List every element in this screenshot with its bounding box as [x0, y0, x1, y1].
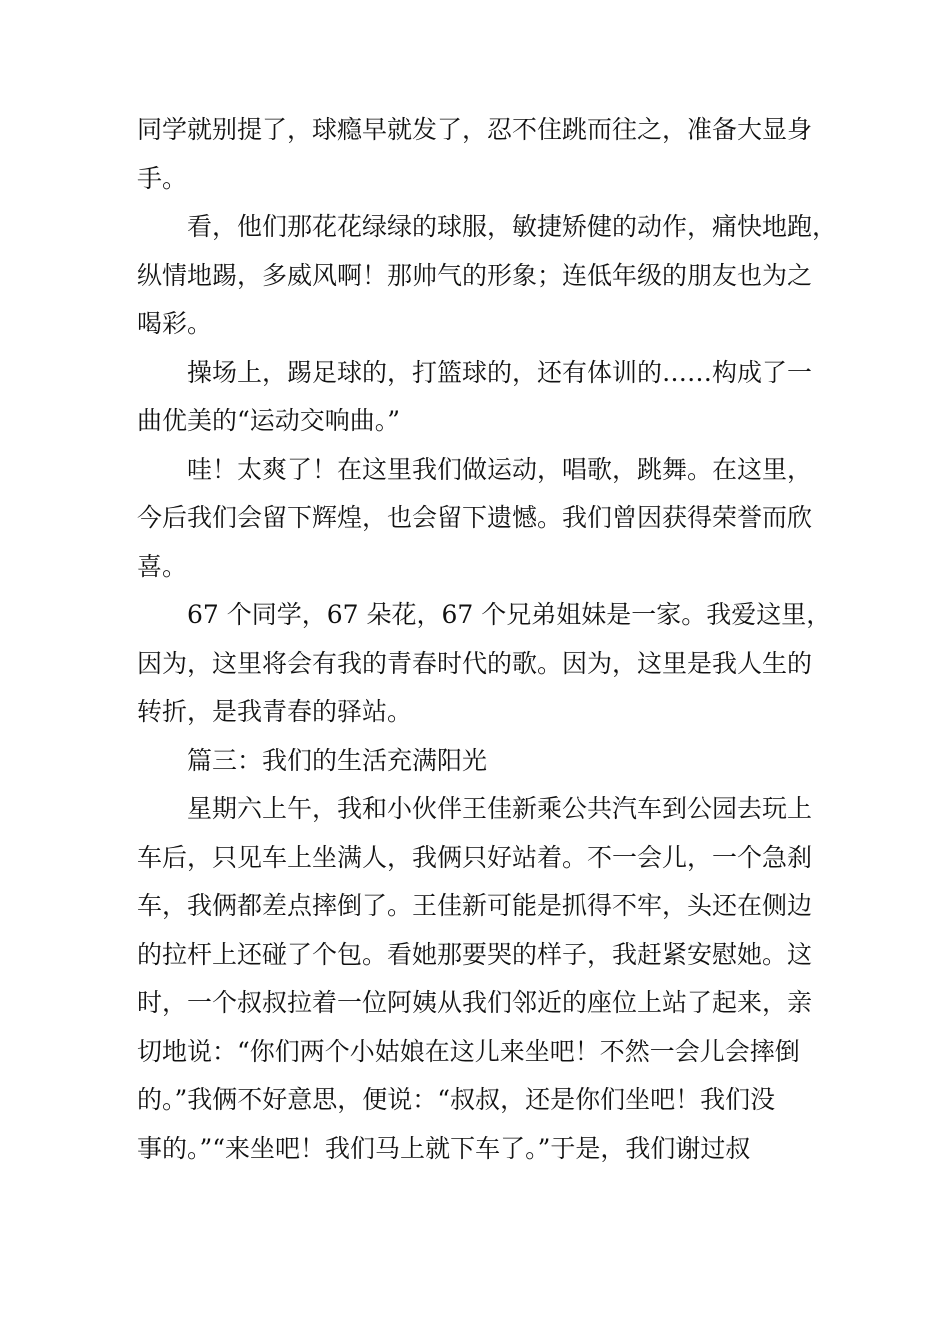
section-heading	[137, 737, 837, 786]
text-line: 切地说：“你们两个小姑娘在这儿来坐吧！不然一会儿会摔倒	[137, 1036, 800, 1066]
text-line: 曲优美的“运动交响曲。”	[137, 406, 401, 435]
document-body	[137, 106, 837, 1173]
paragraph	[137, 349, 837, 446]
text-line: 手。	[137, 163, 188, 193]
text-line: 车后，只见车上坐满人，我俩只好站着。不一会儿，一个急刹	[137, 842, 813, 872]
text-line: 车，我俩都差点摔倒了。王佳新可能是抓得不牢，头还在侧边	[137, 891, 813, 920]
text-line: 时，一个叔叔拉着一位阿姨从我们邻近的座位上站了起来，亲	[137, 988, 813, 1017]
text-line: 今后我们会留下辉煌，也会留下遗憾。我们曾因获得荣誉而欣	[137, 503, 813, 532]
text-line: 因为，这里将会有我的青春时代的歌。因为，这里是我人生的	[137, 648, 813, 678]
heading-text: 篇三：我们的生活充满阳光	[187, 745, 488, 775]
text-line: 操场上，踢足球的，打篮球的，还有体训的……构成了一	[187, 357, 813, 387]
paragraph	[137, 106, 837, 203]
text-line: 的。”我俩不好意思，便说：“叔叔，还是你们坐吧！我们没	[137, 1085, 776, 1114]
text-line: 转折，是我青春的驿站。	[137, 697, 413, 726]
text-line: 看，他们那花花绿绿的球服，敏捷矫健的动作，痛快地跑，	[187, 212, 838, 241]
paragraph	[137, 446, 837, 592]
text-line: 星期六上午，我和小伙伴王佳新乘公共汽车到公园去玩上	[187, 794, 813, 823]
text-line: 纵情地踢，多威风啊！那帅气的形象；连低年级的朋友也为之	[137, 260, 813, 290]
text-line: 事的。”“来坐吧！我们马上就下车了。”于是，我们谢过叔	[137, 1133, 751, 1163]
text-line: 喜。	[137, 551, 188, 581]
text-line: 同学就别提了，球瘾早就发了，忍不住跳而往之，准备大显身	[137, 115, 813, 144]
text-line: 的拉杆上还碰了个包。看她那要哭的样子，我赶紧安慰她。这	[137, 939, 813, 969]
paragraph	[137, 591, 837, 737]
paragraph	[137, 785, 837, 1173]
text-line: 67 个同学，67 朵花，67 个兄弟姐妹是一家。我爱这里，	[187, 600, 832, 629]
text-line: 哇！太爽了！在这里我们做运动，唱歌，跳舞。在这里，	[187, 454, 813, 484]
text-line: 喝彩。	[137, 309, 213, 338]
paragraph	[137, 203, 837, 349]
